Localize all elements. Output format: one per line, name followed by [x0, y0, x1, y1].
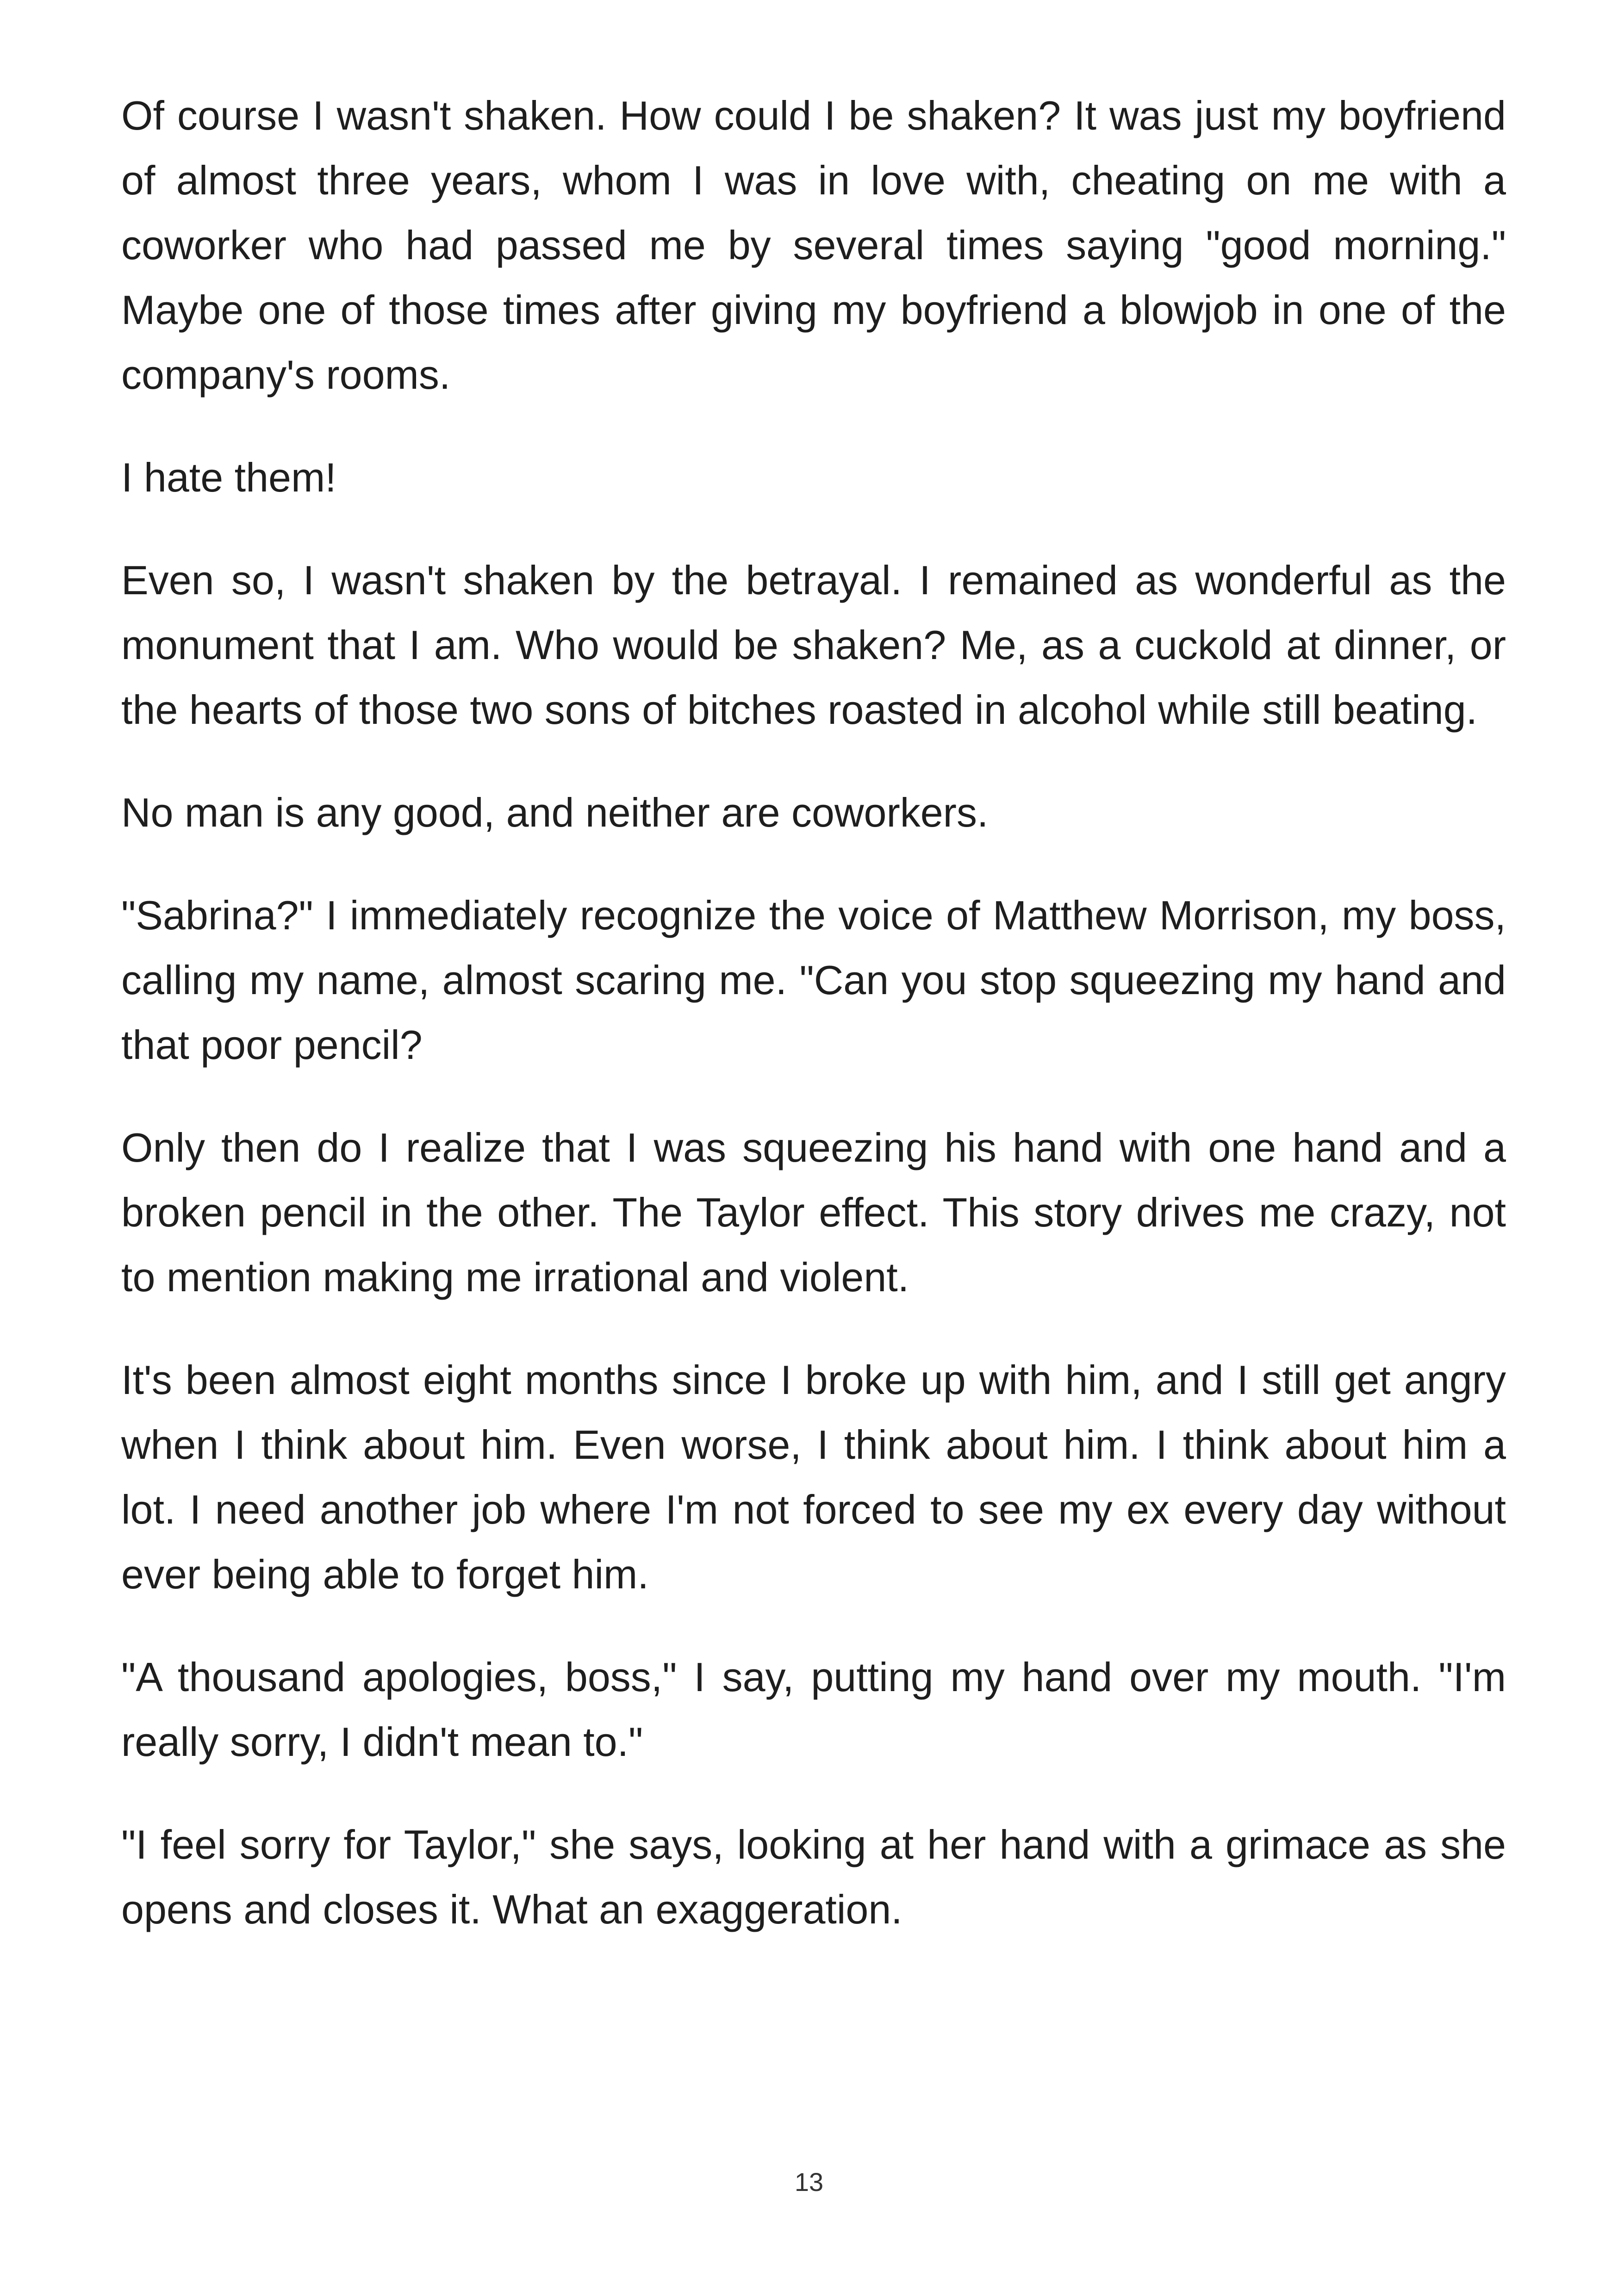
- paragraph-8: "A thousand apologies, boss," I say, putting my hand over my mouth. "I'm really sorry, I didn't mean to.": [121, 1654, 1506, 1765]
- paragraph-6: Only then do I realize that I was squeezing his hand with one hand and a broken pencil in the other. The Taylor effect. This story drives me crazy, not to mention making me irrational and violent.: [121, 1125, 1506, 1300]
- paragraph-5: "Sabrina?" I immediately recognize the voice of Matthew Morrison, my boss, calling my name, almost scaring me. "Can you stop squeezing my hand and that poor pencil?: [121, 892, 1506, 1068]
- paragraph-9: "I feel sorry for Taylor," she says, looking at her hand with a grimace as she opens and closes it. What an exaggeration.: [121, 1822, 1506, 1932]
- paragraph-3: Even so, I wasn't shaken by the betrayal. I remained as wonderful as the monument that I am. Who would be shaken? Me, as a cuckold at dinner, or the hearts of those two sons of bitches roasted in alcohol while still beating.: [121, 557, 1506, 733]
- paragraph-7: It's been almost eight months since I broke up with him, and I still get angry when I think about him. Even worse, I think about him. I think about him a lot. I need another job where I'm not forced to see my ex every day without ever being able to forget him.: [121, 1357, 1506, 1597]
- paragraph-1: Of course I wasn't shaken. How could I be shaken? It was just my boyfriend of almost three years, whom I was in love with, cheating on me with a coworker who had passed me by several times saying "good morning." Maybe one of those times after giving my boyfriend a blowjob in one of the company's rooms.: [121, 93, 1506, 398]
- page-body: [121, 83, 1506, 1980]
- page-number: 13: [794, 2167, 824, 2196]
- paragraph-2: I hate them!: [121, 454, 336, 500]
- paragraph-4: No man is any good, and neither are coworkers.: [121, 790, 989, 835]
